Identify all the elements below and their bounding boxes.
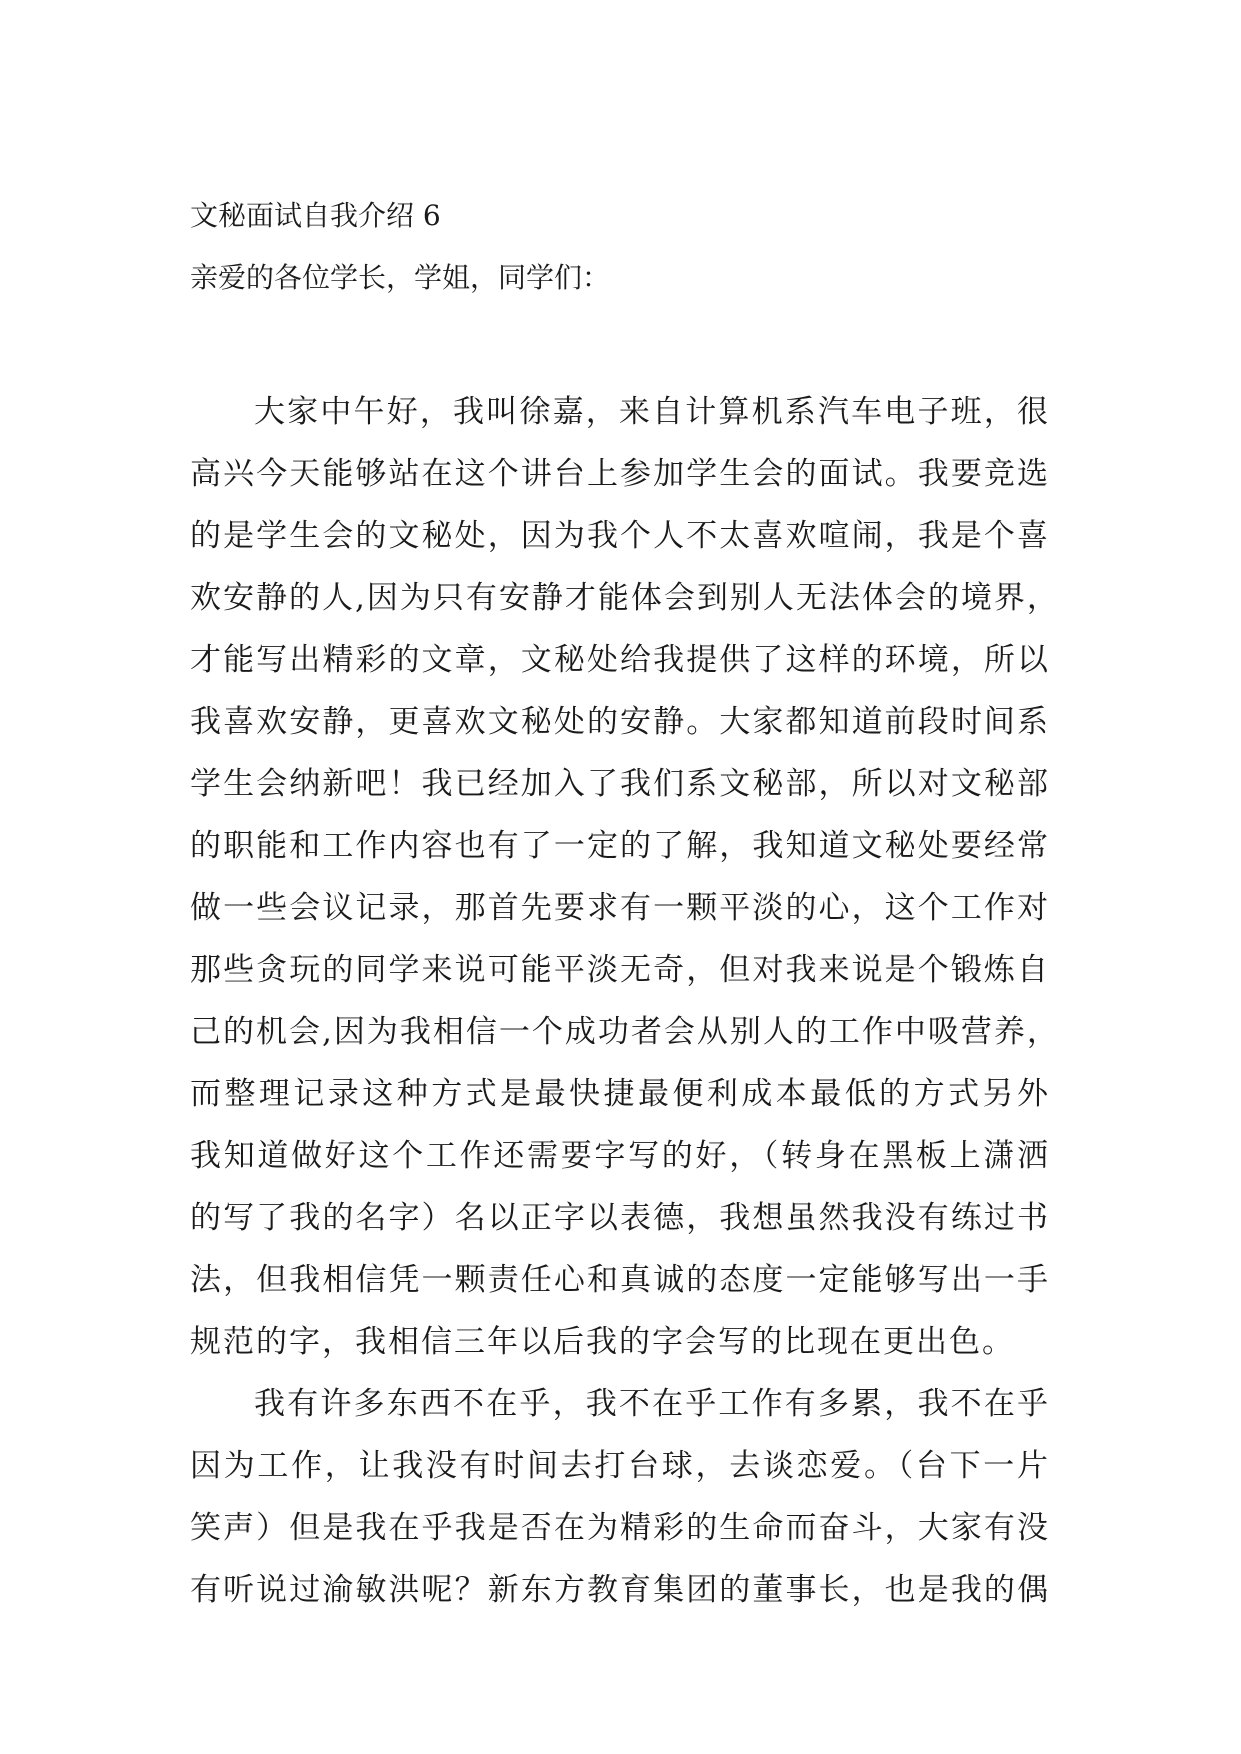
paragraph-line: 我有许多东西不在乎，我不在乎工作有多累，我不在乎 (254, 1386, 1050, 1422)
paragraph-1 (190, 381, 1060, 1373)
paragraph-2 (190, 1373, 1050, 1621)
paragraph-line: 规范的字，我相信三年以后我的字会写的比现在更出色。 (190, 1324, 1015, 1360)
document-body (190, 185, 1060, 1621)
paragraph-line: 高兴今天能够站在这个讲台上参加学生会的面试。我要竞选 (190, 456, 1050, 492)
paragraph-line: 因为工作，让我没有时间去打台球，去谈恋爱。（台下一片 (190, 1448, 1050, 1484)
paragraph-line: 欢安静的人,因为只有安静才能体会到别人无法体会的境界， (190, 580, 1060, 616)
paragraph-line: 做一些会议记录，那首先要求有一颗平淡的心，这个工作对 (190, 890, 1050, 926)
paragraph-line: 有听说过渝敏洪呢？新东方教育集团的董事长，也是我的偶 (190, 1572, 1050, 1608)
salutation: 亲爱的各位学长，学姐，同学们： (190, 261, 611, 294)
paragraph-line: 我知道做好这个工作还需要字写的好，（转身在黑板上潇洒 (190, 1138, 1050, 1174)
paragraph-line: 笑声）但是我在乎我是否在为精彩的生命而奋斗，大家有没 (190, 1510, 1050, 1546)
document-title: 文秘面试自我介绍 6 (190, 199, 441, 232)
paragraph-line: 而整理记录这种方式是最快捷最便利成本最低的方式另外 (190, 1076, 1050, 1112)
paragraph-line: 那些贪玩的同学来说可能平淡无奇，但对我来说是个锻炼自 (190, 952, 1050, 988)
paragraph-line: 己的机会,因为我相信一个成功者会从别人的工作中吸营养， (190, 1014, 1060, 1050)
paragraph-line: 我喜欢安静，更喜欢文秘处的安静。大家都知道前段时间系 (190, 704, 1050, 740)
paragraph-line: 的写了我的名字）名以正字以表德，我想虽然我没有练过书 (190, 1200, 1050, 1236)
paragraph-line: 才能写出精彩的文章，文秘处给我提供了这样的环境，所以 (190, 642, 1050, 678)
paragraph-line: 的是学生会的文秘处，因为我个人不太喜欢喧闹，我是个喜 (190, 518, 1050, 554)
paragraph-line: 法，但我相信凭一颗责任心和真诚的态度一定能够写出一手 (190, 1262, 1050, 1298)
paragraph-line: 学生会纳新吧！我已经加入了我们系文秘部，所以对文秘部 (190, 766, 1050, 802)
spacer (190, 309, 1050, 381)
paragraph-line: 的职能和工作内容也有了一定的了解，我知道文秘处要经常 (190, 828, 1050, 864)
paragraph-line: 大家中午好，我叫徐嘉，来自计算机系汽车电子班，很 (254, 394, 1050, 430)
